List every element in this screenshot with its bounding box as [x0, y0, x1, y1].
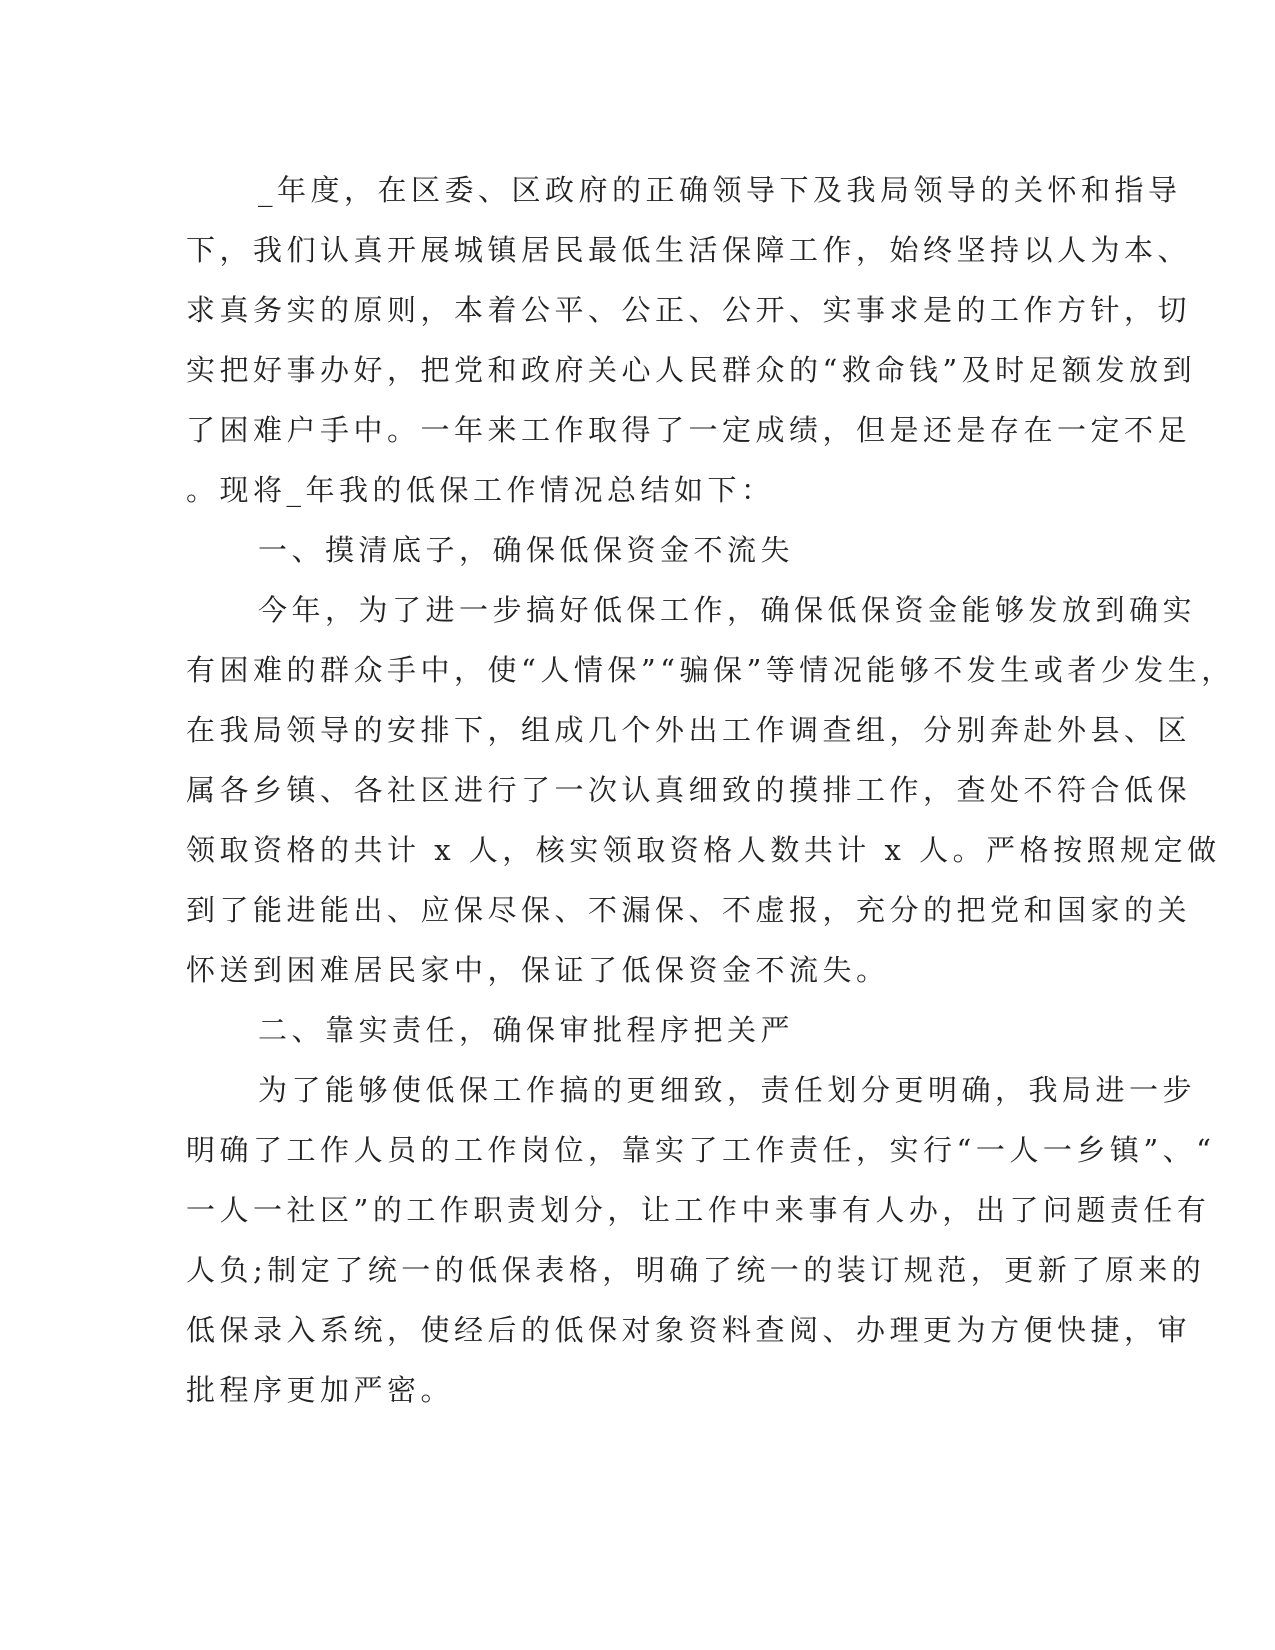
text-line: 人负;制定了统一的低保表格，明确了统一的装订规范，更新了原来的 — [186, 1253, 1206, 1287]
text-line: 为了能够使低保工作搞的更细致，责任划分更明确，我局进一步 — [258, 1073, 1197, 1107]
text-line: 怀送到困难居民家中，保证了低保资金不流失。 — [186, 953, 890, 987]
text-line: 明确了工作人员的工作岗位，靠实了工作责任，实行“一人一乡镇”、“ — [186, 1133, 1216, 1167]
section-heading-1: 一、摸清底子，确保低保资金不流失 — [258, 533, 795, 567]
text-line: 。现将_年我的低保工作情况总结如下： — [186, 473, 775, 507]
text-line: 今年，为了进一步搞好低保工作，确保低保资金能够发放到确实 — [258, 593, 1197, 627]
text-line: 低保录入系统，使经后的低保对象资料查阅、办理更为方便快捷，审 — [186, 1313, 1192, 1347]
text-line: 领取资格的共计 x 人，核实领取资格人数共计 x 人。严格按照规定做 — [186, 833, 1221, 867]
text-line: 一人一社区”的工作职责划分，让工作中来事有人办，出了问题责任有 — [186, 1193, 1211, 1227]
text-line: _年度，在区委、区政府的正确领导下及我局领导的关怀和指导 — [258, 173, 1182, 207]
text-line: 了困难户手中。一年来工作取得了一定成绩，但是还是存在一定不足 — [186, 413, 1192, 447]
text-line: 到了能进能出、应保尽保、不漏保、不虚报，充分的把党和国家的关 — [186, 893, 1192, 927]
text-line: 有困难的群众手中，使“人情保”“骗保”等情况能够不发生或者少发生， — [186, 653, 1235, 687]
text-line: 求真务实的原则，本着公平、公正、公开、实事求是的工作方针，切 — [186, 293, 1192, 327]
document-body — [186, 160, 1235, 1420]
text-line: 在我局领导的安排下，组成几个外出工作调查组，分别奔赴外县、区 — [186, 713, 1192, 747]
text-line: 批程序更加严密。 — [186, 1373, 455, 1407]
text-line: 实把好事办好，把党和政府关心人民群众的“救命钱”及时足额发放到 — [186, 353, 1197, 387]
text-line: 下，我们认真开展城镇居民最低生活保障工作，始终坚持以人为本、 — [186, 233, 1192, 267]
section-heading-2: 二、靠实责任，确保审批程序把关严 — [258, 1013, 795, 1047]
text-line: 属各乡镇、各社区进行了一次认真细致的摸排工作，查处不符合低保 — [186, 773, 1192, 807]
